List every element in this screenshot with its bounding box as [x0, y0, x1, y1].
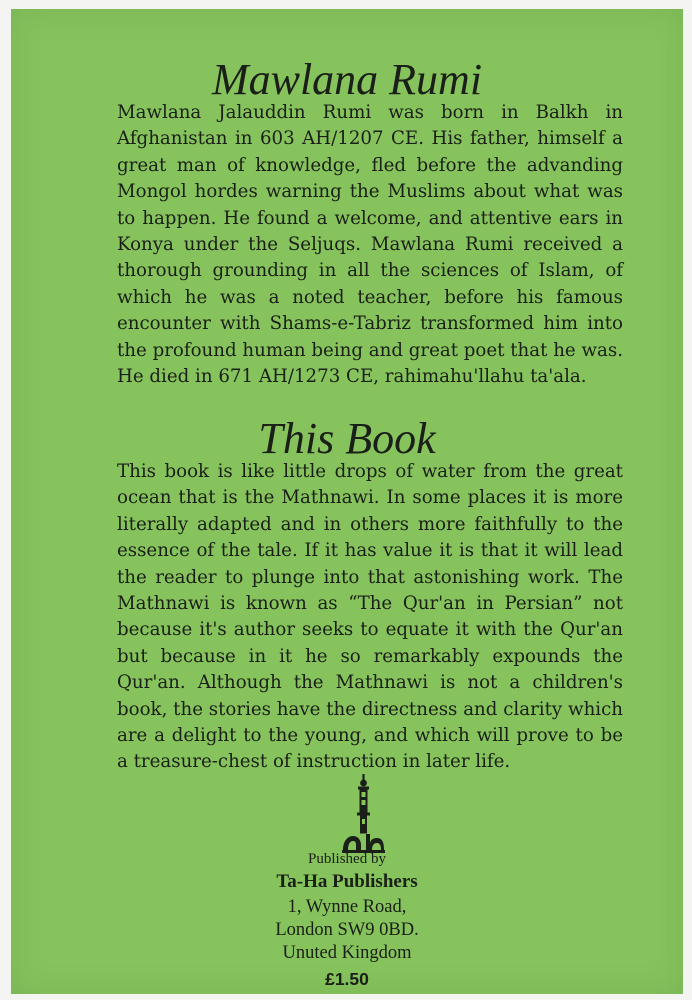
rumi-biography-paragraph: Mawlana Jalauddin Rumi was born in Balkh in Afghanistan in 603 AH/1207 CE. His father, himself a great man of knowledge, fled before the advanding Mongol hordes warning the Muslims about what was to happen. He found a welcome, and attentive ears in Konya under the Seljuqs. Mawlana Rumi received a thorough grounding in all the sciences of Islam, of which he was a noted teacher, before his famous encounter with Shams-e-Tabriz transformed him into the profound human being and great poet that he was. He died in 671 AH/1273 CE, rahimahu'llahu ta'ala. — [117, 102, 623, 388]
price-label: £1.50 — [325, 969, 369, 989]
section-title-this-book: This Book — [258, 414, 436, 463]
published-by-label: Published by — [308, 851, 386, 867]
publisher-address-line-1: 1, Wynne Road, — [287, 897, 407, 917]
publisher-address-line-2: London SW9 0BD. — [275, 920, 419, 940]
back-cover — [11, 9, 683, 994]
publisher-address-line-3: Unuted Kingdom — [282, 943, 412, 963]
taha-publishers-logo-icon — [341, 774, 386, 854]
publisher-name: Ta-Ha Publishers — [276, 871, 418, 892]
section-title-mawlana-rumi: Mawlana Rumi — [211, 55, 483, 104]
book-description-paragraph: This book is like little drops of water from the great ocean that is the Mathnawi. In some places it is more literally adapted and in others more faithfully to the essence of the tale. If it has value it is that it will lead the reader to plunge into that astonishing work. The Mathnawi is known as “The Qur'an in Persian” not because it's author seeks to equate it with the Qur'an but because in it he so remarkably expounds the Qur'an. Although the Mathnawi is not a children's book, the stories have the directness and clarity which are a delight to the young, and which will prove to be a treasure-chest of instruction in later life. — [117, 461, 623, 773]
